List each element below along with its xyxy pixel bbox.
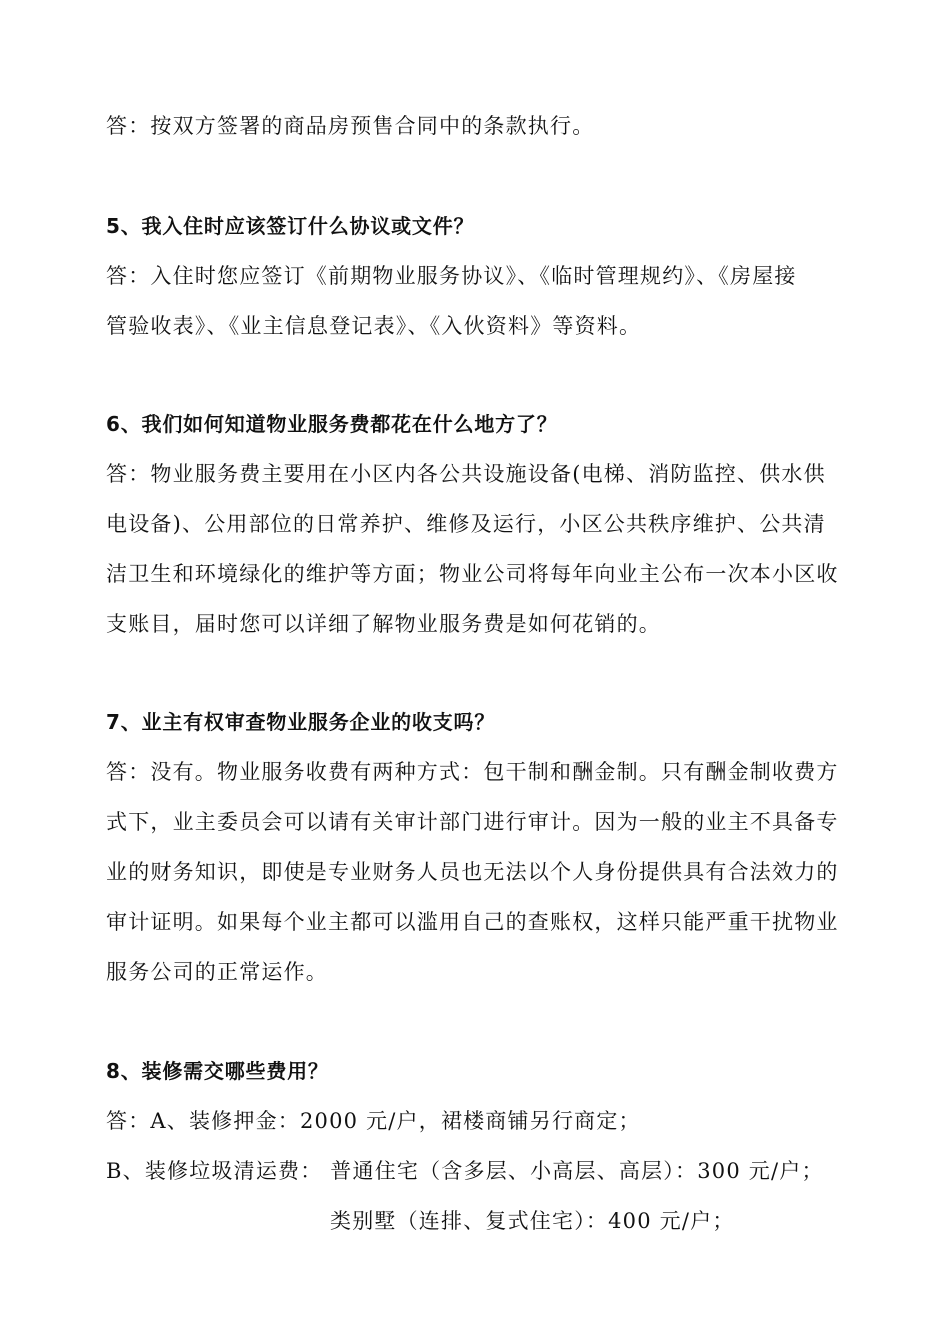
answer-5-line-2: 管验收表》、《业主信息登记表》、《入伙资料》等资料。 xyxy=(106,314,642,338)
answer-8-line-3: 类别墅（连排、复式住宅）：400 元/户； xyxy=(330,1209,735,1233)
answer-7-line-3: 业的财务知识，即使是专业财务人员也无法以个人身份提供具有合法效力的 xyxy=(106,860,839,884)
answer-6-line-4: 支账目，届时您可以详细了解物业服务费是如何花销的。 xyxy=(106,612,661,636)
answer-7-line-5: 服务公司的正常运作。 xyxy=(106,960,328,984)
answer-7-line-2: 式下，业主委员会可以请有关审计部门进行审计。因为一般的业主不具备专 xyxy=(106,810,839,834)
answer-5-line-1: 答：入住时您应签订《前期物业服务协议》、《临时管理规约》、《房屋接 xyxy=(106,264,797,288)
answer-4-line-1: 答：按双方签署的商品房预售合同中的条款执行。 xyxy=(106,114,595,138)
answer-8-line-2: B、装修垃圾清运费： 普通住宅（含多层、小高层、高层）：300 元/户； xyxy=(106,1159,824,1183)
answer-6-line-3: 洁卫生和环境绿化的维护等方面；物业公司将每年向业主公布一次本小区收 xyxy=(106,562,839,586)
answer-7-line-1: 答：没有。物业服务收费有两种方式：包干制和酬金制。只有酬金制收费方 xyxy=(106,760,839,784)
answer-6-line-1: 答：物业服务费主要用在小区内各公共设施设备(电梯、消防监控、供水供 xyxy=(106,462,826,486)
question-5: 5、我入住时应该签订什么协议或文件？ xyxy=(106,214,475,238)
answer-8-line-1: 答：A、装修押金：2000 元/户，裙楼商铺另行商定； xyxy=(106,1109,641,1133)
question-8: 8、装修需交哪些费用？ xyxy=(106,1059,329,1083)
answer-7-line-4: 审计证明。如果每个业主都可以滥用自己的查账权，这样只能严重干扰物业 xyxy=(106,910,839,934)
question-6: 6、我们如何知道物业服务费都花在什么地方了？ xyxy=(106,412,558,436)
question-7: 7、业主有权审查物业服务企业的收支吗？ xyxy=(106,710,496,734)
answer-6-line-2: 电设备)、公用部位的日常养护、维修及运行，小区公共秩序维护、公共清 xyxy=(106,512,826,536)
